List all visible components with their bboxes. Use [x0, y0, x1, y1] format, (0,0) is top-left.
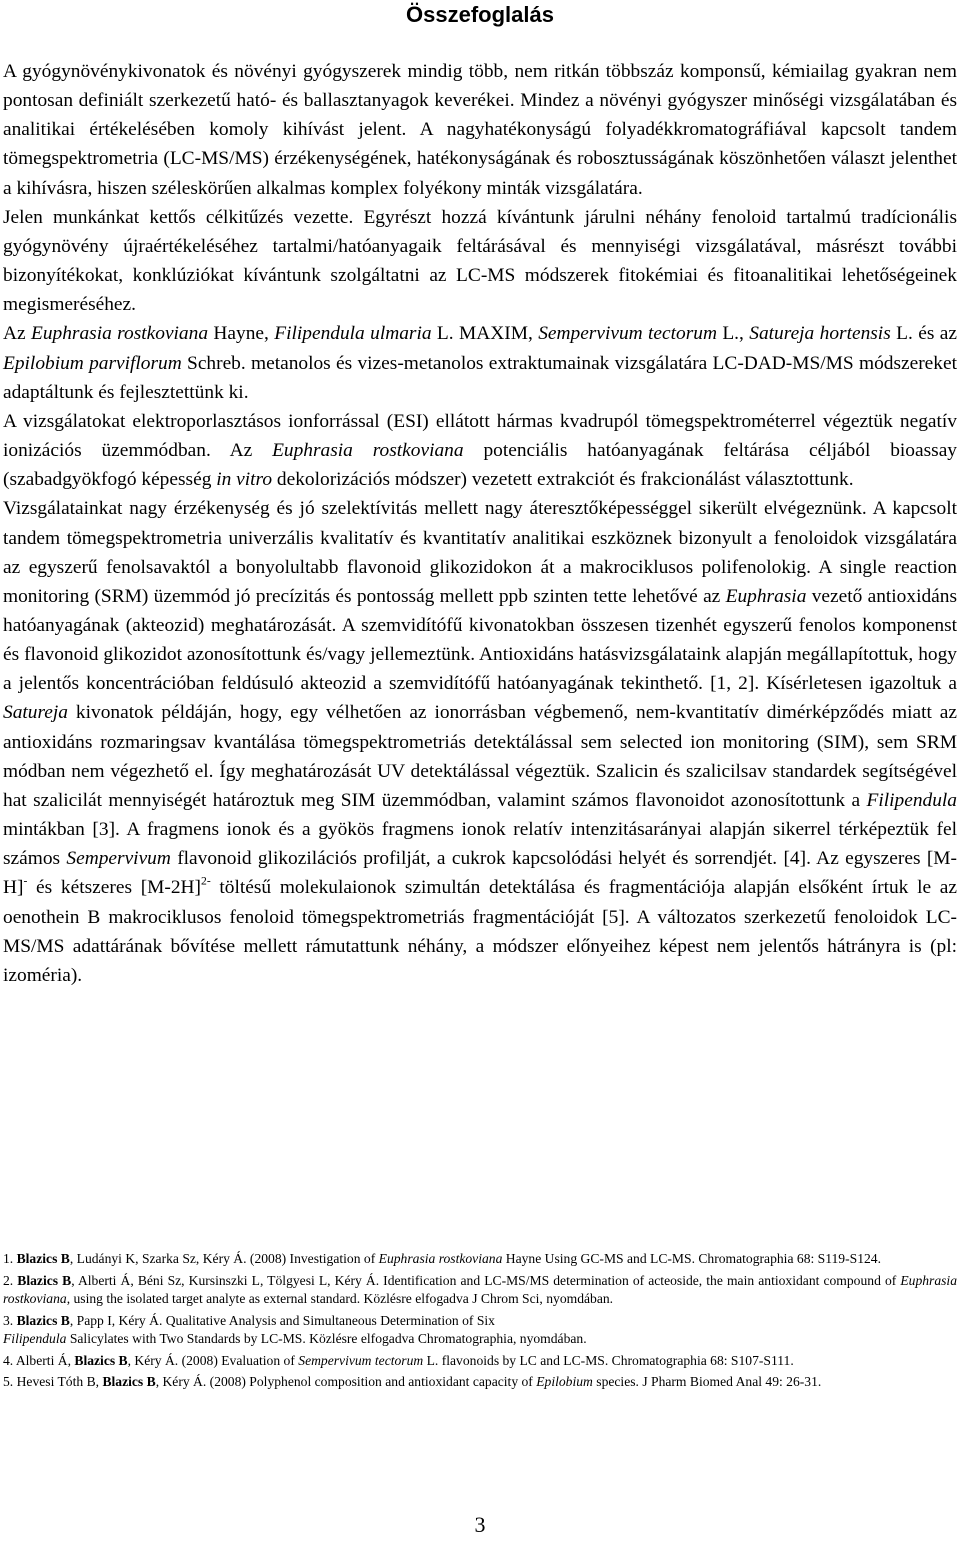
- bold-text: Blazics B: [74, 1352, 128, 1368]
- text-run: Jelen munkánkat kettős célkitűzés vezette. Egyrészt hozzá kívántunk járulni néhány fenoloid tartalmú tradícionális gyógynövény újraértékeléséhez tartalmi/hatóanyagaik feltárásával és mennyiségi vizsgálatával, másrészt további bizonyítékokat, konklúziókat kívántunk szolgáltatni az LC-MS módszerek fitokémiai és fitoanalitikai lehetőségeinek megismeréséhez.: [3, 206, 957, 316]
- reference-item: [3, 1250, 957, 1269]
- text-run: L. flavonoids by LC and LC-MS. Chromatographia 68: S107-S111.: [423, 1352, 794, 1368]
- text-run: Salicylates with Two Standards by LC-MS. Közlésre elfogadva Chromatographia, nyomdában.: [66, 1331, 587, 1346]
- reference-item: [3, 1373, 957, 1392]
- page-title: Összefoglalás: [406, 2, 554, 27]
- summary-body: [3, 57, 957, 990]
- italic-text: Sempervivum: [66, 848, 171, 870]
- text-run: 3.: [3, 1312, 17, 1328]
- italic-text: Filipendula ulmaria: [274, 323, 432, 345]
- reference-item: [3, 1272, 957, 1309]
- italic-text: Filipendula: [3, 1331, 67, 1346]
- italic-text: Euphrasia rostkoviana: [272, 440, 464, 462]
- paragraph: [3, 407, 957, 494]
- text-run: Hayne,: [208, 323, 275, 345]
- text-run: 2.: [3, 1272, 18, 1288]
- italic-text: Satureja: [3, 702, 68, 724]
- text-run: species. J Pharm Biomed Anal 49: 26-31.: [592, 1374, 822, 1389]
- italic-text: Sempervivum tectorum: [298, 1352, 424, 1368]
- paragraph: [3, 57, 957, 203]
- text-run: Vizsgálatainkat nagy érzékenység és jó szelektívitás mellett nagy áteresztőképességgel sikerült elvégeznünk. A kapcsolt tandem tömegspektrometria univerzális kvalitatív és kvantitatív analitikai eszköznek bizonyult a fenoloidok vizsgálatára az egyszerű fenolsavaktól a bonyolultabb flavonoid glikozidokon át a makrociklusos polifenolokig. A single reaction monitoring (SRM) üzemmód jó precízitás és pontosság mellett ppb szinten tette lehetővé az: [3, 498, 957, 607]
- bold-text: Blazics B: [16, 1312, 70, 1328]
- page-number: 3: [474, 1512, 486, 1537]
- text-run: , Kéry Á. (2008) Evaluation of: [127, 1352, 299, 1368]
- text-run: kivonatok példáján, hogy, egy vélhetően az ionorrásban végbemenő, nem-kvantitatív dimérképződés miatt az antioxidáns rozmaringsav kvantálása tömegspektrometriás detektálással sem selected ion monitoring (SIM), sem SRM módban nem végezhető el. Így meghatározását UV detektálással végeztük. Szalicin és szalicilsav standardek segítségével hat szalicilát mennyiségét határoztuk meg SIM üzemmódban, valamint számos flavonoidot azonosítottunk a: [3, 702, 957, 811]
- text-run: L.,: [716, 323, 750, 345]
- text-run: L. MAXIM,: [431, 323, 539, 345]
- text-run: 5. Hevesi Tóth B,: [3, 1374, 103, 1389]
- text-run: L. és az: [890, 323, 957, 345]
- superscript: -: [23, 874, 28, 888]
- text-run: Az: [3, 323, 31, 345]
- reference-item: [3, 1330, 957, 1349]
- text-run: Hayne Using GC-MS and LC-MS. Chromatographia 68: S119-S124.: [502, 1251, 881, 1266]
- italic-text: Epilobium: [536, 1374, 593, 1389]
- paragraph: [3, 319, 957, 406]
- paragraph: [3, 203, 957, 320]
- paragraph: [3, 494, 957, 990]
- text-run: , Alberti Á, Béni Sz, Kursinszki L, Tölgyesi L, Kéry Á. Identification and LC-MS/MS determination of acteoside, the main antioxidant compound of: [71, 1272, 901, 1288]
- text-run: , using the isolated target analyte as external standard. Közlésre elfogadva J Chrom Sci, nyomdában.: [66, 1291, 614, 1306]
- text-run: , Kéry Á. (2008) Polyphenol composition and antioxidant capacity of: [155, 1374, 537, 1389]
- text-run: és kétszeres [M-2H]: [27, 877, 202, 899]
- text-run: Schreb. metanolos és vizes-metanolos extraktumainak vizsgálatára LC-DAD-MS/MS módszereket adaptáltunk és fejlesztettünk ki.: [3, 352, 957, 403]
- text-run: 1.: [3, 1251, 17, 1266]
- text-run: flavonoid glikozilációs profilját, a cukrok kapcsolódási helyét és sorrendjét. [4]. Az egyszeres [M-H]: [3, 848, 957, 899]
- italic-text: in vitro: [216, 469, 273, 491]
- italic-text: Sempervivum tectorum: [538, 323, 717, 345]
- text-run: vezető antioxidáns hatóanyagának (akteozid) meghatározását. A szemvidítófű kivonatokban összesen tizenhét egyszerű fenolos komponenst és flavonoid glikozidot azonosítottunk és/vagy jellemeztünk. Antioxidáns hatásvizsgálataink alapján megállapítottuk, hogy a jelentős koncentrációban feldúsuló akteozid a szemvidítófű hatóanyagának tekinthető. [1, 2]. Kísérletesen igazoltuk a: [3, 585, 957, 695]
- reference-item: [3, 1352, 957, 1371]
- bold-text: Blazics B: [16, 1251, 70, 1266]
- italic-text: Epilobium parviflorum: [3, 352, 182, 374]
- reference-item: [3, 1312, 957, 1331]
- text-run: A vizsgálatokat elektroporlasztásos ionforrással (ESI) ellátott hármas kvadrupól tömegspektrométerrel végeztük negatív ionizációs üzemmódban. Az: [3, 410, 957, 462]
- italic-text: Filipendula: [866, 789, 957, 811]
- text-run: A gyógynövénykivonatok és növényi gyógyszerek mindig több, nem ritkán többszáz komponsű, kémiailag gyakran nem pontosan definiált szerkezetű ható- és ballasztanyagok keverékei. Mindez a növényi gyógyszer minőségi vizsgálatában és analitikai értékelésében komoly kihívást jelent. A nagyhatékonyságú folyadékkromatográfiával kapcsolt tandem tömegspektrometria (LC-MS/MS) érzékenységének, hatékonyságának és robosztusságának köszönhetően választ jelenthet a kihívásra, hiszen széleskörűen alkalmas komplex folyékony minták vizsgálatára.: [3, 61, 957, 199]
- italic-text: Satureja hortensis: [749, 323, 891, 345]
- italic-text: Euphrasia rostkoviana: [3, 1272, 958, 1306]
- superscript: 2-: [201, 874, 211, 888]
- text-run: dekolorizációs módszer) vezetett extrakciót és frakcionálást választottunk.: [272, 469, 854, 491]
- bold-text: Blazics B: [17, 1272, 72, 1288]
- italic-text: Euphrasia rostkoviana: [31, 323, 209, 345]
- text-run: töltésű molekulaionok szimultán detektálása és fragmentációja alapján elsőként írtuk le az oenothein B makrociklusos fenoloid tömegspektrometriás fragmentációját [5]. A változatos szerkezetű fenoloidok LC-MS/MS adattárának bővítése mellett rámutattunk néhány, a módszer előnyeihez képest nem jelentős hátrányra is (pl: izoméria).: [3, 877, 957, 986]
- text-run: , Ludányi K, Szarka Sz, Kéry Á. (2008) Investigation of: [69, 1251, 379, 1266]
- italic-text: Euphrasia: [725, 585, 807, 607]
- reference-list: [3, 1250, 957, 1395]
- text-run: potenciális hatóanyagának feltárása céljából bioassay (szabadgyökfogó képesség: [3, 440, 957, 491]
- text-run: , Papp I, Kéry Á. Qualitative Analysis and Simultaneous Determination of Six: [69, 1312, 495, 1328]
- text-run: mintákban [3]. A fragmens ionok és a gyökös fragmens ionok relatív intenzitásarányai alapján sikerrel térképeztük fel számos: [3, 819, 957, 870]
- bold-text: Blazics B: [102, 1374, 156, 1389]
- italic-text: Euphrasia rostkoviana: [378, 1251, 503, 1266]
- text-run: 4. Alberti Á,: [3, 1352, 75, 1368]
